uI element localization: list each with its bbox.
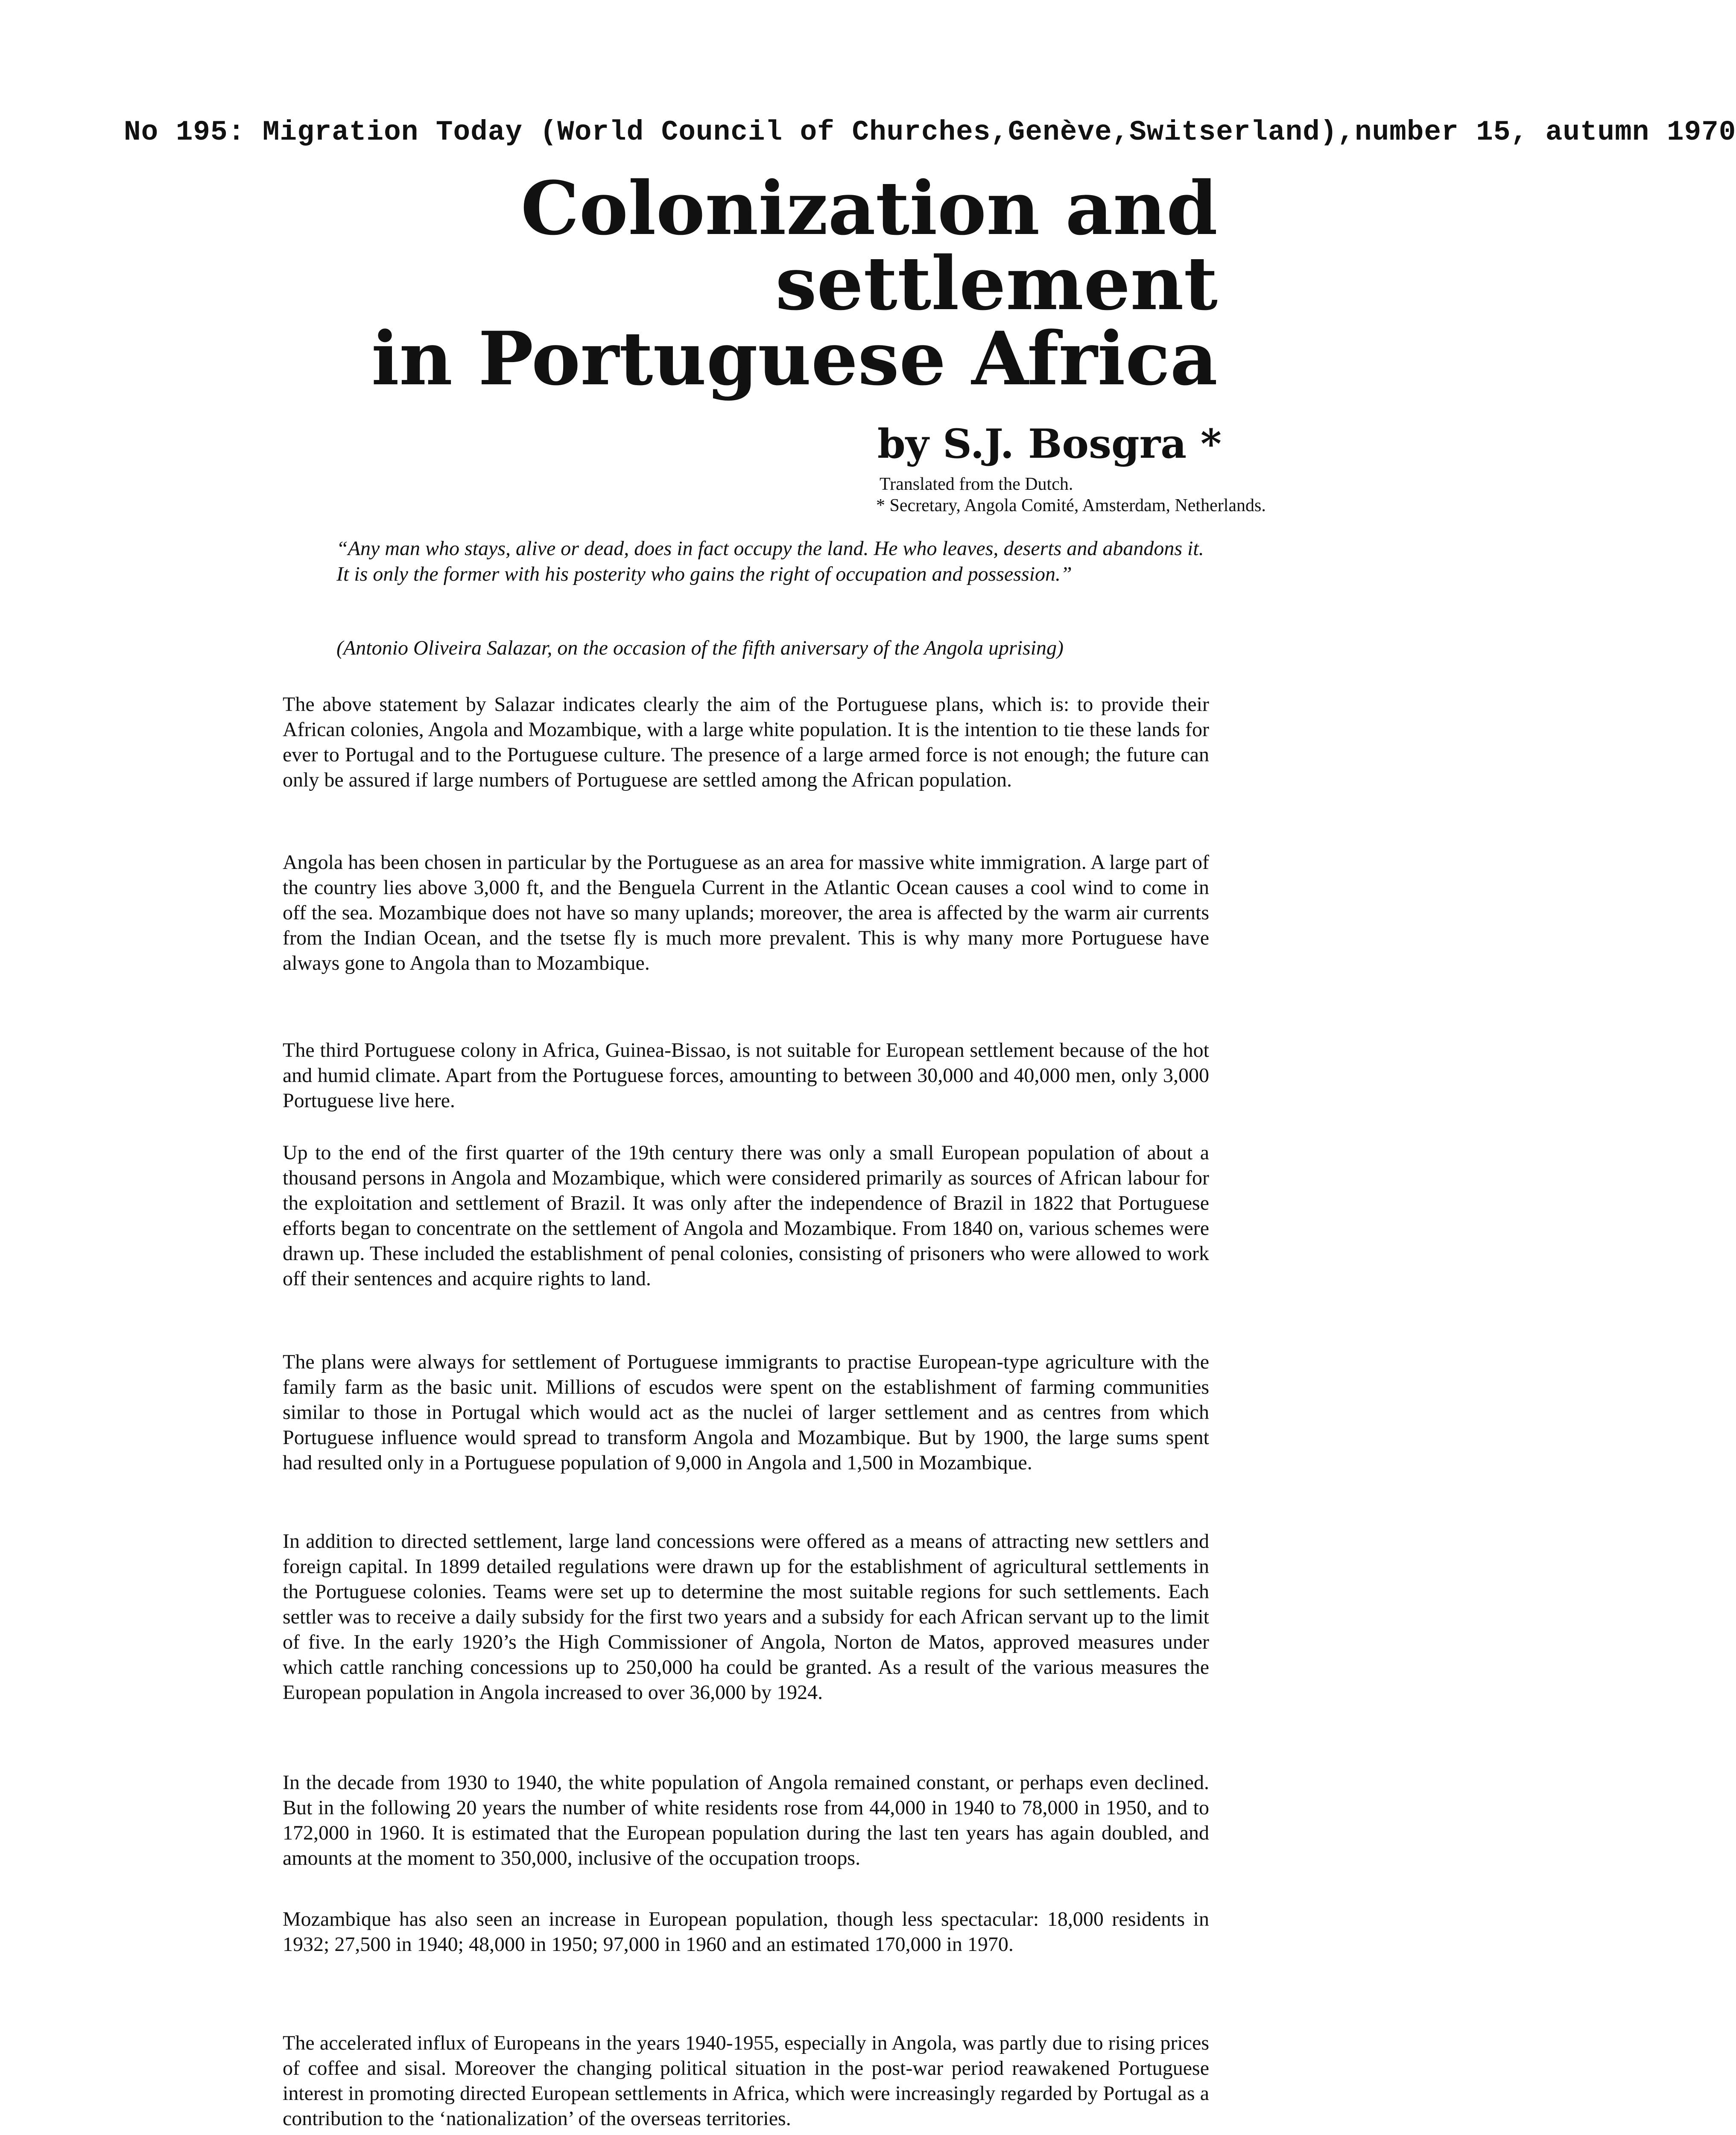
body-paragraph: The accelerated influx of Europeans in the years 1940-1955, especially in Angola, was partly due to rising prices of coffee and sisal. Moreover the changing political situation in the post-war period reawakened Portuguese interest in promoting directed European settlements in Africa, which were increasingly regarded by Portugal as a contribution to the ‘nationalization’ of the overseas territories. — [283, 2032, 1209, 2130]
body-paragraph: In the decade from 1930 to 1940, the white population of Angola remained constant, or perhaps even declined. But in the following 20 years the number of white residents rose from 44,000 in 1940 to 78,000 in 1950, and to 172,000 in 1960. It is estimated that the European population during the last ten years has again doubled, and amounts at the moment to 350,000, inclusive of the occupation troops. — [283, 1771, 1209, 1869]
author-footnote: * Secretary, Angola Comité, Amsterdam, Netherlands. — [876, 496, 1266, 515]
body-paragraph: In addition to directed settlement, large land concessions were offered as a means of attracting new settlers and foreign capital. In 1899 detailed regulations were drawn up for the establishment of agricultural settlements in the Portuguese colonies. Teams were set up to determine the most suitable regions for such settlements. Each settler was to receive a daily subsidy for the first two years and a subsidy for each African servant up to the limit of five. In the early 1920’s the High Commissioner of Angola, Norton de Matos, approved measures under which cattle ranching concessions up to 250,000 ha could be granted. As a result of the various measures the European population in Angola increased to over 36,000 by 1924. — [283, 1530, 1209, 1704]
body-paragraph: The third Portuguese colony in Africa, Guinea-Bissao, is not suitable for European settlement because of the hot and humid climate. Apart from the Portuguese forces, amounting to between 30,000 and 40,000 men, only 3,000 Portuguese live here. — [283, 1039, 1209, 1112]
quote-attribution: (Antonio Oliveira Salazar, on the occasion of the fifth aniversary of the Angola uprising) — [336, 637, 1064, 659]
article-title — [278, 165, 1218, 402]
author-byline: by S.J. Bosgra * — [877, 421, 1222, 468]
body-paragraph: The plans were always for settlement of Portuguese immigrants to practise European-type agriculture with the family farm as the basic unit. Millions of escudos were spent on the establishment of farming communities similar to those in Portugal which would act as the nuclei of larger settlement and as centres from which Portuguese influence would spread to transform Angola and Mozambique. But by 1900, the large sums spent had resulted only in a Portuguese population of 9,000 in Angola and 1,500 in Mozambique. — [283, 1351, 1209, 1474]
body-paragraph: Angola has been chosen in particular by the Portuguese as an area for massive white immigration. A large part of the country lies above 3,000 ft, and the Benguela Current in the Atlantic Ocean causes a cool wind to come in off the sea. Mozambique does not have so many uplands; moreover, the area is affected by the warm air currents from the Indian Ocean, and the tsetse fly is much more prevalent. This is why many more Portuguese have always gone to Angola than to Mozambique. — [283, 851, 1209, 974]
journal-header: No 195: Migration Today (World Council of Churches,Genève,Switserland),number 15, autumn 1970 — [124, 116, 1736, 148]
title-line-2: settlement — [775, 240, 1218, 327]
translation-note: Translated from the Dutch. — [880, 474, 1073, 494]
body-paragraph: Up to the end of the first quarter of the 19th century there was only a small European population of about a thousand persons in Angola and Mozambique, which were considered primarily as sources of African labour for the exploitation and settlement of Brazil. It was only after the independence of Brazil in 1822 that Portuguese efforts began to concentrate on the settlement of Angola and Mozambique. From 1840 on, various schemes were drawn up. These included the establishment of penal colonies, consisting of prisoners who were allowed to work off their sentences and acquire rights to land. — [283, 1141, 1209, 1290]
body-paragraph: The above statement by Salazar indicates clearly the aim of the Portuguese plans, which is: to provide their African colonies, Angola and Mozambique, with a large white population. It is the intention to tie these lands for ever to Portugal and to the Portuguese culture. The presence of a large armed force is not enough; the future can only be assured if large numbers of Portuguese are settled among the African population. — [283, 693, 1209, 791]
epigraph-quote: “Any man who stays, alive or dead, does in fact occupy the land. He who leaves, deserts and abandons it. It is only the former with his posterity who gains the right of occupation and possession.” — [336, 537, 1204, 585]
title-line-1: Colonization and — [520, 165, 1218, 252]
body-paragraph: Mozambique has also seen an increase in European population, though less spectacular: 18,000 residents in 1932; 27,500 in 1940; 48,000 in 1950; 97,000 in 1960 and an estimated 170,000 in 1970. — [283, 1908, 1209, 1956]
title-line-3: in Portuguese Africa — [371, 315, 1218, 402]
